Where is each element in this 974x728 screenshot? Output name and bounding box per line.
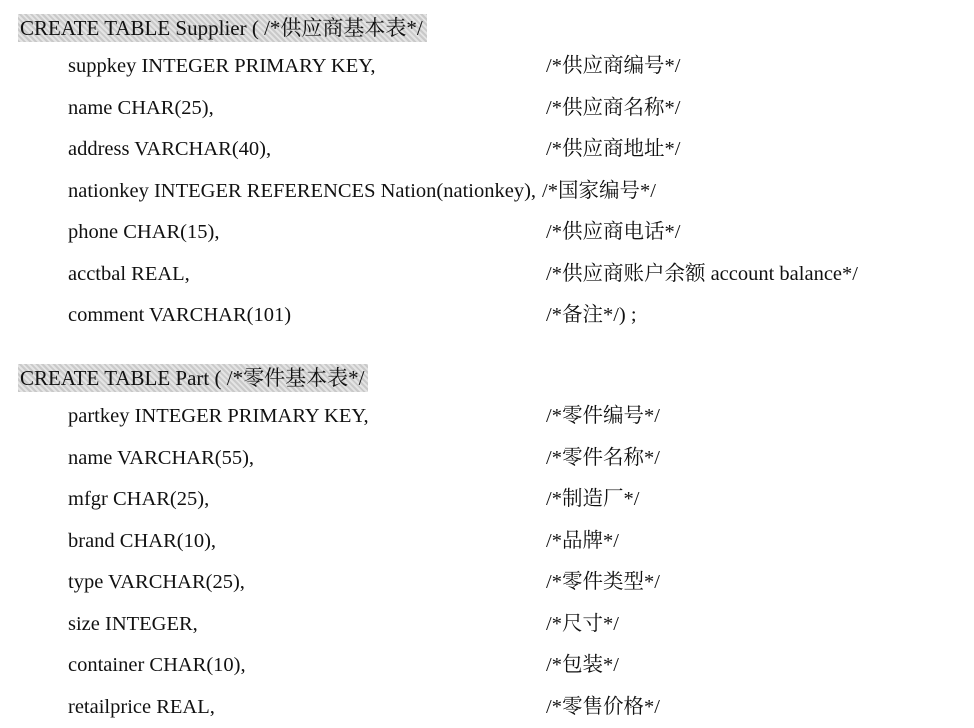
part-column-line (0, 521, 974, 563)
part-column-line (0, 604, 974, 646)
column-definition: partkey INTEGER PRIMARY KEY, (68, 396, 369, 438)
part-column-line (0, 438, 974, 480)
column-comment: /*零售价格*/ (546, 687, 660, 728)
column-definition: brand CHAR(10), (68, 521, 216, 563)
supplier-column-line (0, 88, 974, 130)
supplier-column-line (0, 129, 974, 171)
supplier-column-line (0, 254, 974, 296)
part-column-line (0, 396, 974, 438)
part-column-line (0, 687, 974, 728)
column-comment: /*国家编号*/ (542, 180, 656, 202)
column-comment: /*供应商账户余额 account balance*/ (546, 254, 858, 296)
column-definition: container CHAR(10), (68, 645, 246, 687)
column-comment: /*供应商地址*/ (546, 129, 680, 171)
column-comment: /*包装*/ (546, 645, 619, 687)
supplier-column-line (0, 171, 974, 213)
part-table-header (0, 360, 974, 396)
column-comment: /*供应商编号*/ (546, 46, 680, 88)
column-definition: acctbal REAL, (68, 254, 190, 296)
column-comment: /*供应商电话*/ (546, 212, 680, 254)
part-table-header-text: CREATE TABLE Part ( /*零件基本表*/ (18, 364, 368, 392)
column-definition: suppkey INTEGER PRIMARY KEY, (68, 46, 376, 88)
part-column-line (0, 562, 974, 604)
supplier-table-definition (0, 10, 974, 337)
column-definition: name CHAR(25), (68, 88, 214, 130)
column-comment: /*零件名称*/ (546, 438, 660, 480)
column-definition: type VARCHAR(25), (68, 562, 245, 604)
column-definition: phone CHAR(15), (68, 212, 219, 254)
column-comment: /*零件类型*/ (546, 562, 660, 604)
column-definition: size INTEGER, (68, 604, 198, 646)
column-definition-text: nationkey INTEGER REFERENCES Nation(nationkey), (68, 180, 536, 202)
column-comment: /*品牌*/ (546, 521, 619, 563)
part-column-line (0, 479, 974, 521)
column-definition: retailprice REAL, (68, 687, 215, 728)
supplier-table-header (0, 10, 974, 46)
column-definition: name VARCHAR(55), (68, 438, 254, 480)
column-comment: /*尺寸*/ (546, 604, 619, 646)
column-comment: /*零件编号*/ (546, 396, 660, 438)
column-definition: mfgr CHAR(25), (68, 479, 209, 521)
column-definition: comment VARCHAR(101) (68, 295, 291, 337)
supplier-column-line (0, 212, 974, 254)
supplier-column-line (0, 295, 974, 337)
part-table-definition (0, 360, 974, 728)
column-comment: /*备注*/) ; (546, 295, 637, 337)
column-definition: address VARCHAR(40), (68, 129, 271, 171)
supplier-table-header-text: CREATE TABLE Supplier ( /*供应商基本表*/ (18, 14, 427, 42)
column-comment: /*供应商名称*/ (546, 88, 680, 130)
column-comment: /*制造厂*/ (546, 479, 639, 521)
supplier-column-line (0, 46, 974, 88)
column-definition (68, 171, 656, 213)
part-column-line (0, 645, 974, 687)
